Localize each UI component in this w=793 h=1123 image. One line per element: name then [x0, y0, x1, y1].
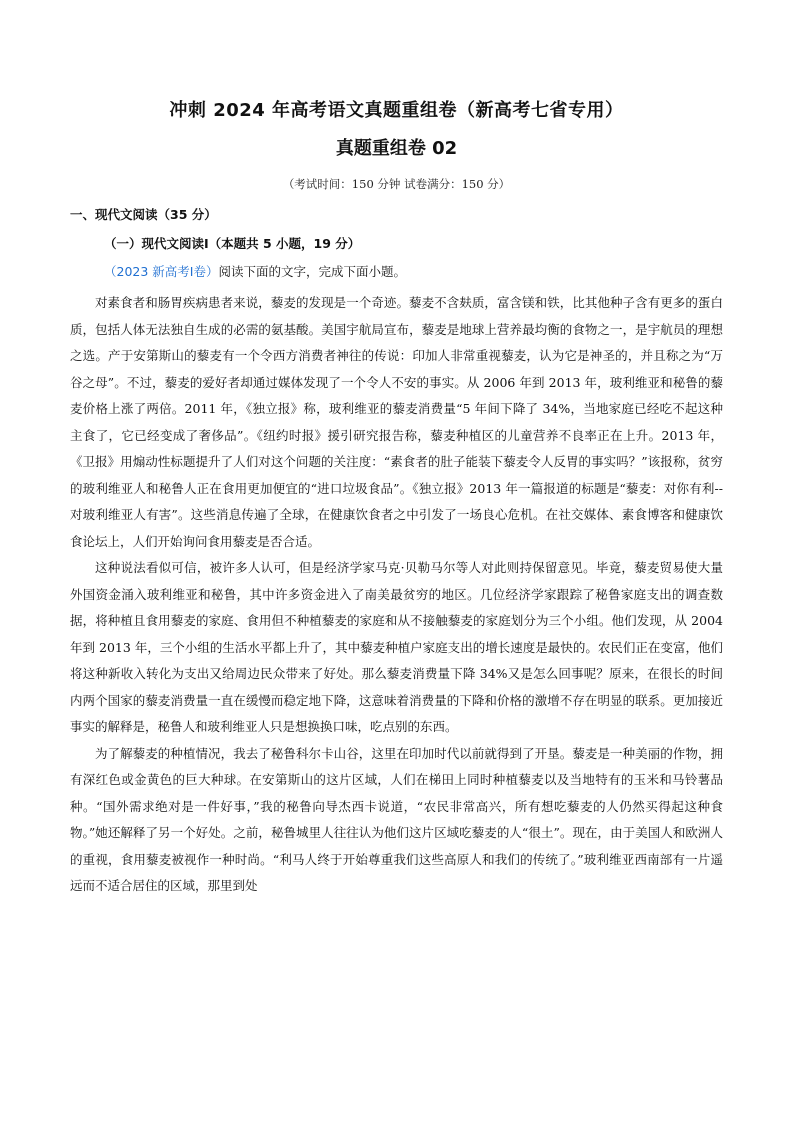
- passage-paragraph: 对素食者和肠胃疾病患者来说，藜麦的发现是一个奇迹。藜麦不含麸质，富含镁和铁，比其他种子含有更多的蛋白质，包括人体无法独自生成的必需的氨基酸。美国宇航局宣布，藜麦是地球上营养最均衡的食物之一，是宇航员的理想之选。产于安第斯山的藜麦有一个令西方消费者神往的传说：印加人非常重视藜麦，认为它是神圣的，并且称之为“万谷之母”。不过，藜麦的爱好者却通过媒体发现了一个令人不安的事实。从 2006 年到 2013 年，玻利维亚和秘鲁的藜麦价格上涨了两倍。2011 年，《独立报》称，玻利维亚的藜麦消费量“5 年间下降了 34%，当地家庭已经吃不起这种主食了，它已经变成了奢侈品”。《纽约时报》援引研究报告称，藜麦种植区的儿童营养不良率正在上升。2013 年，《卫报》用煽动性标题提升了人们对这个问题的关注度：“素食者的肚子能装下藜麦令人反胃的事实吗？”该报称，贫穷的玻利维亚人和秘鲁人正在食用更加便宜的“进口垃圾食品”。《独立报》2013 年一篇报道的标题是“藜麦：对你有利--对玻利维亚人有害”。这些消息传遍了全球，在健康饮食者之中引发了一场良心危机。在社交媒体、素食博客和健康饮食论坛上，人们开始询问食用藜麦是否合适。: [70, 295, 723, 549]
- reading-instruction: [104, 262, 406, 280]
- question-source: （2023 新高考Ⅰ卷）: [104, 264, 219, 279]
- passage-paragraph: 为了解藜麦的种植情况，我去了秘鲁科尔卡山谷，这里在印加时代以前就得到了开垦。藜麦是一种美丽的作物，拥有深红色或金黄色的巨大种球。在安第斯山的这片区域，人们在梯田上同时种植藜麦以及当地特有的玉米和马铃薯品种。“国外需求绝对是一件好事，”我的秘鲁向导杰西卡说道，“农民非常高兴，所有想吃藜麦的人仍然买得起这种食物。”她还解释了另一个好处。之前，秘鲁城里人往往认为他们这片区域吃藜麦的人“很土”。现在，由于美国人和欧洲人的重视，食用藜麦被视作一种时尚。“利马人终于开始尊重我们这些高原人和我们的传统了。”玻利维亚西南部有一片遥远而不适合居住的区域，那里到处: [70, 745, 723, 893]
- page-title: 冲刺 2024 年高考语文真题重组卷（新高考七省专用）: [169, 100, 624, 121]
- passage-paragraph: 这种说法看似可信，被许多人认可，但是经济学家马克·贝勒马尔等人对此则持保留意见。毕竟，藜麦贸易使大量外国资金涌入玻利维亚和秘鲁，其中许多资金进入了南美最贫穷的地区。几位经济学家跟踪了秘鲁家庭支出的调查数据，将种植且食用藜麦的家庭、食用但不种植藜麦的家庭和从不接触藜麦的家庭划分为三个小组。他们发现，从 2004 年到 2013 年，三个小组的生活水平都上升了，其中藜麦种植户家庭支出的增长速度是最快的。农民们正在变富，他们将这种新收入转化为支出又给周边民众带来了好处。那么藜麦消费量下降 34%又是怎么回事呢？原来，在很长的时间内两个国家的藜麦消费量一直在缓慢而稳定地下降，这意味着消费量的下降和价格的激增不存在明显的联系。更加接近事实的解释是，秘鲁人和玻利维亚人只是想换换口味，吃点别的东西。: [70, 560, 723, 734]
- exam-info: （考试时间：150 分钟 试卷满分：150 分）: [282, 177, 511, 191]
- subsection-heading: （一）现代文阅读Ⅰ（本题共 5 小题，19 分）: [104, 236, 361, 251]
- passage-body: [70, 290, 723, 900]
- page-subtitle: 真题重组卷 02: [335, 138, 458, 159]
- section-heading: 一、现代文阅读（35 分）: [70, 207, 217, 222]
- instruction-text: 阅读下面的文字，完成下面小题。: [218, 264, 406, 279]
